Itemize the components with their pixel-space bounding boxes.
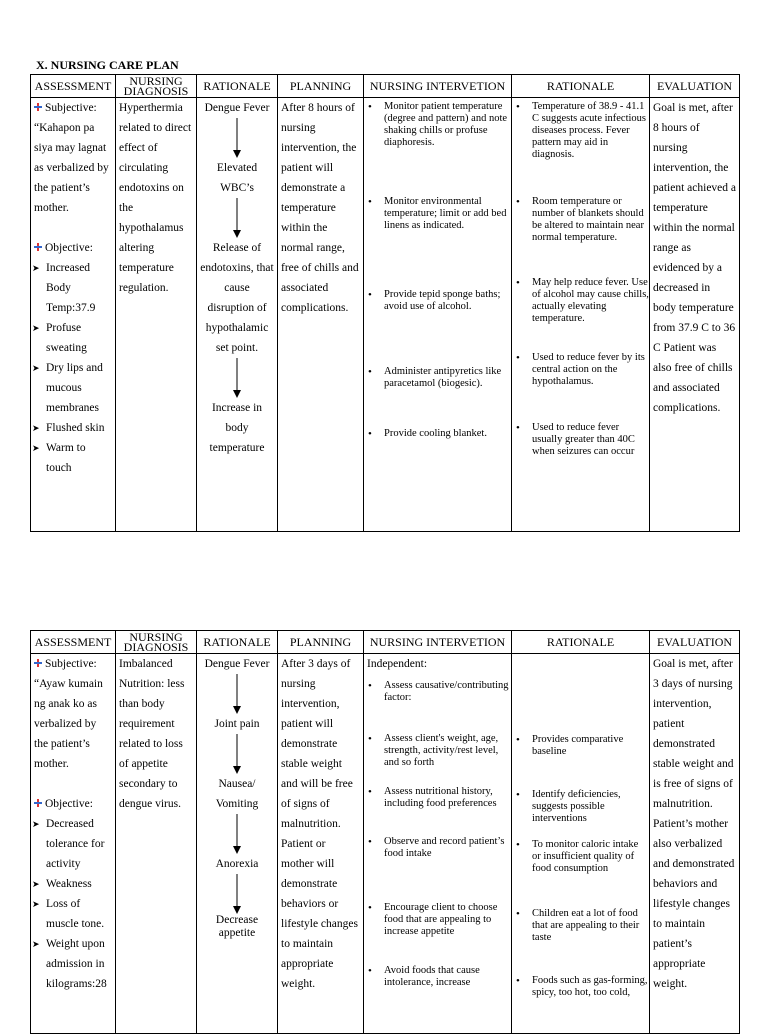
objective-item: ➤ Dry lips and mucous membranes [34,358,112,418]
evaluation-cell [650,98,740,532]
intervention-item: • Assess nutritional history, including food preferences [384,786,511,836]
flow-step: Elevated WBC’s [216,162,258,194]
col-header-planning: PLANNING [278,631,364,654]
flow-step: Dengue Fever [204,658,270,670]
rationale-item: • Room temperature or number of blankets should be altered to maintain near normal temperature. [532,196,649,277]
planning-cell [278,654,364,1034]
planning-cell [278,98,364,532]
diagnosis-text: Hyperthermia related to direct effect of circulating endotoxins on the hypothalamus altering temperature regulation. [119,102,192,294]
flow-step: Release of endotoxins, that cause disruption of hypothalamic set point. [200,242,274,354]
diagnosis-cell [116,654,197,1034]
flow-step: Decrease appetite [215,914,259,939]
down-arrow-icon [232,674,242,714]
plan-row [31,98,740,532]
rationale-cell [512,98,650,532]
objective-item: ➤ Weight upon admission in kilograms:28 [34,934,112,994]
col-header-evaluation: EVALUATION [650,631,740,654]
down-arrow-icon [232,358,242,398]
flow-step: Increase in body temperature [209,402,265,454]
flow-step: Anorexia [215,858,259,870]
assessment-cell [31,654,116,1034]
objective-item: ➤ Warm to touch [34,438,112,478]
intervention-item: • Assess causative/contributing factor: [384,680,511,733]
flow-step: Dengue Fever [204,102,270,114]
intervention-item: • Provide cooling blanket. [384,428,511,440]
objective-item: ➤ Increased Body Temp:37.9 [34,258,112,318]
flow-step: Joint pain [214,718,260,730]
assessment-cell [31,98,116,532]
rationale-item: • Used to reduce fever by its central action on the hypothalamus. [532,352,649,422]
care-plan-table-2 [30,630,740,1034]
objective-item: ➤ Weakness [34,874,112,894]
intervention-cell [364,654,512,1034]
rationale-item: • May help reduce fever. Use of alcohol may cause chills, actually elevating temperature. [532,277,649,352]
intervention-item: • Assess client's weight, age, strength, activity/rest level, and so forth [384,733,511,786]
down-arrow-icon [232,118,242,158]
objective-item: ➤ Decreased tolerance for activity [34,814,112,874]
objective-icon [34,799,42,807]
subjective-icon [34,103,42,111]
down-arrow-icon [232,874,242,914]
flow-step: Nausea/ Vomiting [215,778,259,810]
care-plan-table-1 [30,74,740,532]
plan-row [31,654,740,1034]
intervention-item: • Avoid foods that cause intolerance, increase [384,965,511,989]
col-header-rationale-2: RATIONALE [512,75,650,98]
col-header-intervention: NURSING INTERVETION [364,75,512,98]
rationale-item: • Temperature of 38.9 - 41.1 C suggests acute infectious diseases process. Fever pattern may aid in diagnosis. [532,101,649,196]
planning-text: After 8 hours of nursing intervention, the patient will demonstrate a temperature within the normal range, free of chills and associated complications. [281,102,359,314]
rationale-cell [512,654,650,1034]
col-header-rationale: RATIONALE [197,631,278,654]
down-arrow-icon [232,198,242,238]
down-arrow-icon [232,814,242,854]
diagnosis-text: Imbalanced Nutrition: less than body requirement related to loss of appetite secondary to dengue virus. [119,658,185,810]
objective-item: ➤ Profuse sweating [34,318,112,358]
col-header-rationale-2: RATIONALE [512,631,650,654]
objective-label: Objective: [45,798,93,810]
independent-label: Independent: [367,658,428,670]
rationale-item: • To monitor caloric intake or insufficient quality of food consumption [532,839,649,908]
col-header-planning: PLANNING [278,75,364,98]
diagnosis-cell [116,98,197,532]
objective-icon [34,243,42,251]
col-header-assessment: ASSESSMENT [31,75,116,98]
intervention-cell [364,98,512,532]
col-header-diagnosis: NURSING DIAGNOSIS [116,631,197,654]
subjective-quote: “Kahapon pa siya may lagnat as verbalized by the patient’s mother. [34,122,109,214]
subjective-quote: “Ayaw kumain ng anak ko as verbalized by the patient’s mother. [34,678,103,770]
evaluation-text: Goal is met, after 8 hours of nursing intervention, the patient achieved a temperature within the normal range as evidenced by a decreased in body temperature from 37.9 C to 36 C Patient was also free of chills and associated complications. [653,102,737,414]
evaluation-cell [650,654,740,1034]
intervention-item: • Observe and record patient’s food intake [384,836,511,902]
objective-item: ➤ Loss of muscle tone. [34,894,112,934]
rationale-flow-cell [197,654,278,1034]
objective-item: ➤ Flushed skin [34,418,112,438]
header-row [31,631,740,654]
intervention-item: • Monitor patient temperature (degree and pattern) and note shaking chills or profuse diaphoresis. [384,101,511,196]
subjective-label: Subjective: [45,102,97,114]
planning-text: After 3 days of nursing intervention, patient will demonstrate stable weight and will be free of signs of malnutrition. Patient or mother will demonstrate behaviors or lifestyle changes to maintain appropriate weight. [281,658,358,990]
intervention-item: • Encourage client to choose food that are appealing to increase appetite [384,902,511,965]
rationale-item: • Provides comparative baseline [532,734,649,789]
intervention-item: • Monitor environmental temperature; limit or add bed linens as indicated. [384,196,511,289]
col-header-evaluation: EVALUATION [650,75,740,98]
evaluation-text: Goal is met, after 3 days of nursing intervention, patient demonstrated stable weight and is free of signs of malnutrition. Patient’s mother also verbalized and demonstrated behaviors and lifestyle changes to maintain patient’s appropriate weight. [653,658,735,990]
col-header-rationale: RATIONALE [197,75,278,98]
document-title: X. NURSING CARE PLAN [36,58,179,72]
down-arrow-icon [232,734,242,774]
intervention-item: • Provide tepid sponge baths; avoid use of alcohol. [384,289,511,366]
intervention-item: • Administer antipyretics like paracetamol (biogesic). [384,366,511,428]
rationale-item: • Used to reduce fever usually greater than 40C when seizures can occur [532,422,649,458]
header-row [31,75,740,98]
rationale-item: • Foods such as gas-forming, spicy, too hot, too cold, [532,975,649,999]
subjective-label: Subjective: [45,658,97,670]
rationale-item: • Identify deficiencies, suggests possible interventions [532,789,649,839]
objective-label: Objective: [45,242,93,254]
col-header-diagnosis: NURSING DIAGNOSIS [116,75,197,98]
subjective-icon [34,659,42,667]
rationale-item: • Children eat a lot of food that are appealing to their taste [532,908,649,975]
rationale-flow-cell [197,98,278,532]
col-header-intervention: NURSING INTERVETION [364,631,512,654]
col-header-assessment: ASSESSMENT [31,631,116,654]
